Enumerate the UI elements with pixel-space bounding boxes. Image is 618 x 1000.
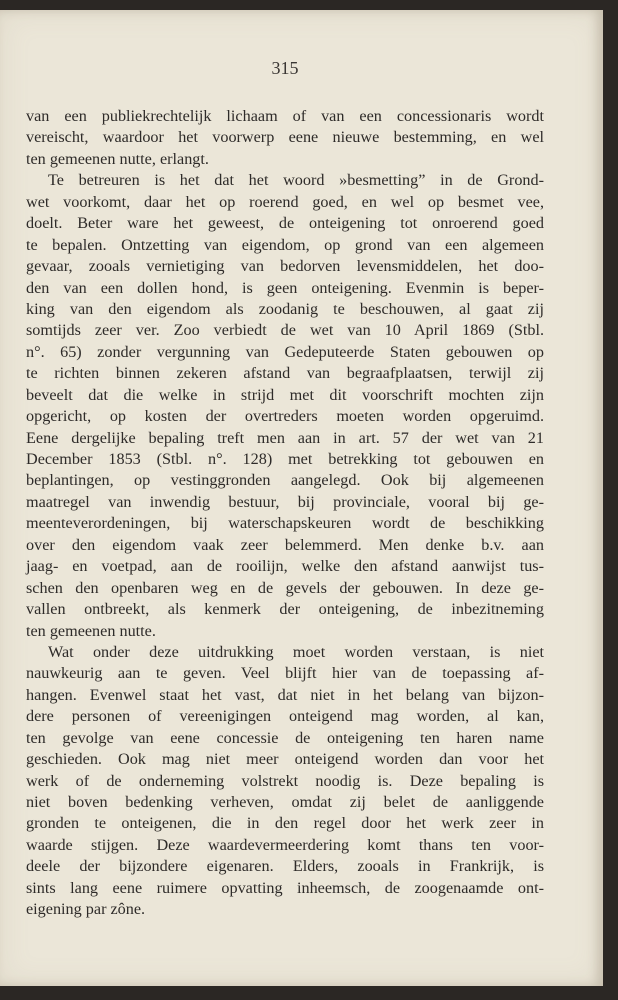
text-line: Eene dergelijke bepaling treft men aan in art. 57 der wet van 21 <box>26 428 544 447</box>
text-line: waarde stijgen. Deze waardevermeerdering komt thans ten voor- <box>26 835 544 854</box>
text-line: gevaar, zooals vernietiging van bedorven levensmiddelen, het doo- <box>26 257 544 276</box>
text-line: hangen. Evenwel staat het vast, dat niet in het belang van bijzon- <box>26 685 544 704</box>
body-text <box>26 106 544 921</box>
text-line: beveelt dat die welke in strijd met dit voorschrift mochten zijn <box>26 385 544 404</box>
text-line: December 1853 (Stbl. n°. 128) met betrekking tot gebouwen en <box>26 450 544 468</box>
text-line: vereischt, waardoor het voorwerp eene nieuwe bestemming, en wel <box>26 128 544 147</box>
text-line: doelt. Beter ware het geweest, de onteigening tot onroerend goed <box>26 214 544 233</box>
text-line: over den eigendom vaak zeer belemmerd. Men denke b.v. aan <box>26 535 544 554</box>
text-line: king van den eigendom als zoodanig te beschouwen, al gaat zij <box>26 299 544 318</box>
text-line: te bepalen. Ontzetting van eigendom, op grond van een algemeen <box>26 235 544 254</box>
book-page <box>0 10 603 986</box>
text-line: den van een dollen hond, is geen onteigening. Evenmin is beper- <box>26 278 544 297</box>
text-line: geschieden. Ook mag niet meer onteigend worden dan voor het <box>26 750 544 769</box>
text-line: beplantingen, op vestinggronden aangelegd. Ook bij algemeenen <box>26 471 544 490</box>
text-line: ten gemeenen nutte, erlangt. <box>26 149 209 168</box>
text-line: gronden te onteigenen, die in den regel door het werk zeer in <box>26 814 544 833</box>
page-number: 315 <box>271 58 299 78</box>
text-line: somtijds zeer ver. Zoo verbiedt de wet van 10 April 1869 (Stbl. <box>26 321 544 340</box>
text-line: Wat onder deze uitdrukking moet worden verstaan, is niet <box>48 642 544 661</box>
text-line: sints lang eene ruimere opvatting inheemsch, de zoogenaamde ont- <box>26 878 544 897</box>
text-line: n°. 65) zonder vergunning van Gedeputeerde Staten gebouwen op <box>26 342 544 361</box>
text-line: jaag- en voetpad, aan de rooilijn, welke den afstand aanwijst tus- <box>26 557 544 576</box>
text-line: dere personen of vereenigingen onteigend mag worden, al kan, <box>26 707 544 726</box>
text-line: niet boven bedenking verheven, omdat zij belet de aanliggende <box>26 793 544 811</box>
text-line: ten gemeenen nutte. <box>26 621 156 640</box>
text-line: opgericht, op kosten der overtreders moeten worden opgeruimd. <box>26 407 544 426</box>
text-line: werk of de onderneming volstrekt noodig is. Deze bepaling is <box>26 771 544 790</box>
text-line: meenteverordeningen, bij waterschapskeuren wordt de beschikking <box>26 514 544 533</box>
text-line: wet voorkomt, daar het op roerend goed, en wel op besmet vee, <box>26 192 544 211</box>
text-line: maatregel van inwendig bestuur, bij provinciale, vooral bij ge- <box>26 492 544 511</box>
text-line: eigening par zône. <box>26 900 146 919</box>
text-line: schen den openbaren weg en de gevels der gebouwen. In deze ge- <box>26 578 544 597</box>
text-line: te richten binnen zekeren afstand van begraafplaatsen, terwijl zij <box>26 364 544 383</box>
text-line: van een publiekrechtelijk lichaam of van een concessionaris wordt <box>26 107 544 125</box>
text-line: vallen ontbreekt, als kenmerk der onteigening, de inbezitneming <box>26 600 544 619</box>
text-line: ten gevolge van eene concessie de onteigening ten haren name <box>26 728 544 747</box>
text-line: Te betreuren is het dat het woord »besmetting” in de Grond- <box>48 171 544 190</box>
text-line: nauwkeurig aan te geven. Veel blijft hier van de toepassing af- <box>26 664 544 683</box>
text-line: deele der bijzondere eigenaren. Elders, zooals in Frankrijk, is <box>26 857 544 876</box>
